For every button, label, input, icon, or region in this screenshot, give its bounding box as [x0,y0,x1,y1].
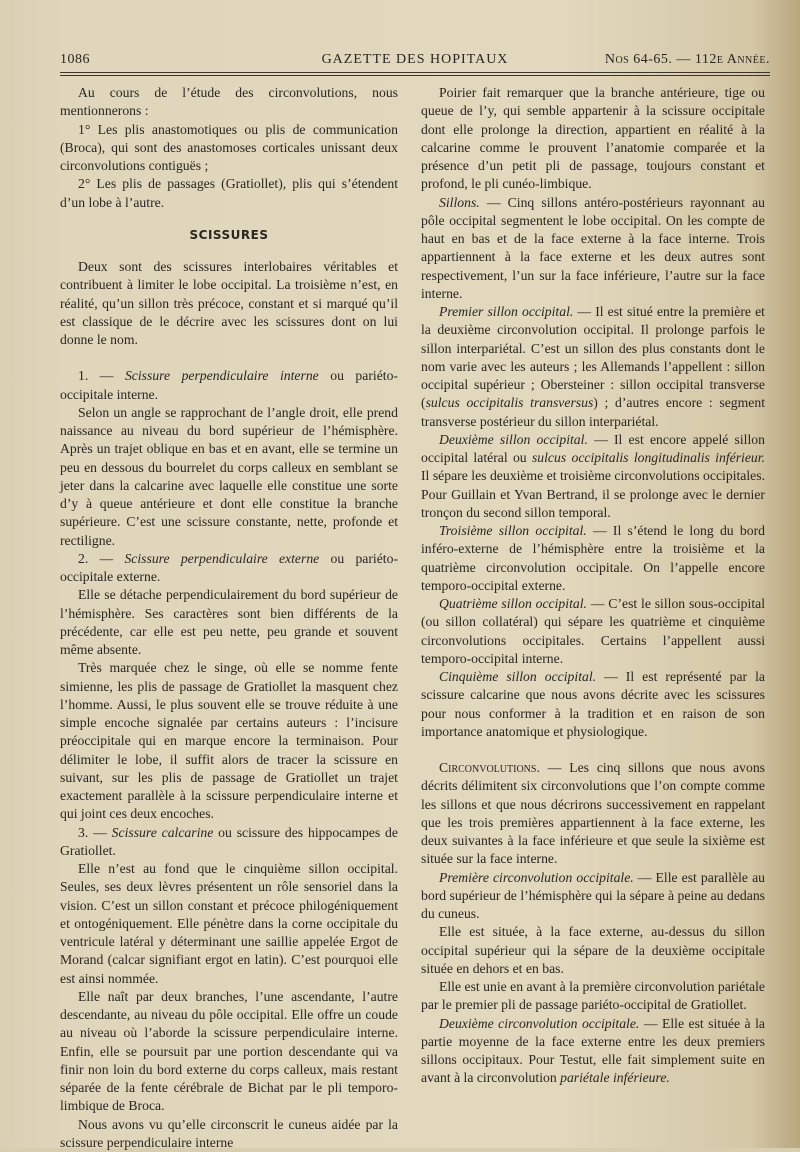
subsection-rest: ou pariéto-occipitale interne. [60,368,398,401]
paragraph-text: Il sépare les deuxième et troisième circonvolutions occipitales. Pour Guillain et Yvan Bertrand, il se prolonge avec le dernier tronçon du second sillon temporal. [421,468,765,520]
paragraph [421,869,765,924]
paragraph: Nous avons vu qu’elle circonscrit le cuneus aidée par la scissure perpendiculaire interne [60,1116,398,1152]
header-rule [60,72,770,73]
paragraph-text: — C’est le sillon sous-occipital (ou sillon collatéral) qui sépare les quatrième et cinquième circonvolutions occipitales. Certains l’appellent aussi temporo-occipital interne. [421,596,765,666]
run-in-title: Quatrième sillon occipital. [439,596,587,611]
paragraph-text: — Il est encore appelé sillon occipital latéral ou [421,432,765,465]
paragraph [421,522,765,595]
paragraph-text: — Elle est située à la partie moyenne de la face externe entre les deux premiers sillons occipitaux. Pour Testut, elle fait simplement suite en avant à la circonvolution [421,1016,765,1086]
paragraph-text: — Elle est parallèle au bord supérieur de l’hémisphère qui la sépare à peine au dedans du cuneus. [421,870,765,922]
number: 2. — [78,551,124,566]
running-header [60,50,770,72]
run-in-title: Troisième sillon occipital. [439,523,587,538]
latin-term: sulcus occipitalis longitudinalis inférieur. [532,450,765,465]
run-in-title: Deuxième circonvolution occipitale. [439,1016,639,1031]
section-heading: SCISSURES [60,226,398,244]
right-column [421,84,765,1088]
header-rule-thin [60,75,770,76]
page-number: 1086 [60,52,90,68]
paragraph: Elle est située, à la face externe, au-dessus du sillon occipital supérieur qui la sépare de la deuxième occipitale située en dehors et en bas. [421,923,765,978]
paragraph: Elle se détache perpendiculairement du bord supérieur de l’hémisphère. Ses caractères sont bien différents de la précédente, car elle est peu nette, peu grande et souvent même absente. [60,586,398,659]
paragraph-text: — Il est représenté par la scissure calcarine que nous avons décrite avec les scissures pour nous conformer à la tradition et en raison de son importance anatomique et physiologique. [421,669,765,739]
paragraph-text: — Cinq sillons antéro-postérieurs rayonnant au pôle occipital segmentent le lobe occipital. On les compte de haut en bas et de la face externe à la face interne. Trois appartiennent à la face externe et les deux autres sont respectivement, l’un sur la face inférieure, l’autre sur la face interne. [421,195,765,301]
run-in-title: Première circonvolution occipitale. [439,870,634,885]
paragraph [421,595,765,668]
subsection-title [60,367,398,404]
paragraph [421,303,765,431]
paragraph-text: ) ; d’autres encore : segment transverse postérieur du sillon interpariétal. [421,395,765,428]
run-in-title: Circonvolutions. [439,760,540,775]
paragraph [421,759,765,869]
paragraph: Elle naît par deux branches, l’une ascendante, l’autre descendante, au niveau du pôle occipital. Elle offre un coude au niveau où l’aborde la scissure perpendiculaire interne. Enfin, elle se poursuit par une portion descendante qui va finir non loin du bord externe du corps calleux, mais restant séparée de la fente cérébrale de Bichat par le pli temporo-limbique de Broca. [60,988,398,1116]
paragraph: Elle n’est au fond que le cinquième sillon occipital. Seules, ses deux lèvres présentent un rôle sensoriel dans la vision. C’est un sillon constant et précoce philogéniquement et ontogéniquement. Elle pénètre dans la corne occipitale du ventricule latéral y déterminant une saillie appelée Ergot de Morand (calcar signifiant ergot en latin). C’est pourquoi elle est ainsi nommée. [60,860,398,988]
subsection-title [60,824,398,861]
subsection-name: Scissure perpendiculaire interne [125,368,319,383]
paragraph: 1° Les plis anastomotiques ou plis de communication (Broca), qui sont des anastomoses corticales unissant deux circonvolutions contiguës ; [60,121,398,176]
number: 3. — [78,825,112,840]
run-in-title: Sillons. [439,195,480,210]
paragraph: Selon un angle se rapprochant de l’angle droit, elle prend naissance au niveau du bord supérieur de l’hémisphère. Après un trajet oblique en bas et en avant, elle se termine un peu en dessous du bourrelet du corps calleux en semblant se jeter dans la calcarine avec laquelle elle constitue une sorte d’y à queue antérieure et dont elle constitue la branche supérieure. C’est une scissure constante, nette, profonde et rectiligne. [60,404,398,550]
subsection-rest: ou scissure des hippocampes de Gratiollet. [60,825,398,858]
paragraph: Deux sont des scissures interlobaires véritables et contribuent à limiter le lobe occipital. La troisième n’est, en réalité, qu’un sillon très précoce, constant et si marqué qu’il est classique de le décrire avec les scissures dont on lui donne le nom. [60,258,398,349]
paragraph: Poirier fait remarquer que la branche antérieure, tige ou queue de l’y, qui semble appartenir à la scissure occipitale dont elle prolonge la direction, appartient en réalité à la calcarine comme le prouvent l’anatomie comparée et la présence d’un petit pli de passage, toujours constant et profond, le pli cunéo-limbique. [421,84,765,194]
paragraph: Au cours de l’étude des circonvolutions, nous mentionnerons : [60,84,398,121]
paragraph-text: — Il est situé entre la première et la deuxième circonvolution occipital. Il prolonge parfois le sillon interpariétal. C’est un sillon des plus constants dont le nom varie avec les auteurs ; les Allemands l’appellent : sillon occipital supérieur ; Obersteiner : sillon occipital transverse ( [421,304,765,410]
paragraph [421,1015,765,1088]
run-in-title: Premier sillon occipital. [439,304,573,319]
paragraph: Très marquée chez le singe, où elle se nomme fente simienne, les plis de passage de Gratiollet la masquent chez l’homme. Aussi, le plus souvent elle se trouve réduite à une simple encoche signalée par certains auteurs : l’incisure préoccipitale qui en marque encore la terminaison. Pour délimiter le lobe, il suffit alors de tracer la scissure en suivant, sur les plis de passage de Gratiollet un trajet exactement parallèle à la scissure perpendiculaire interne et qui joint ces deux encoches. [60,659,398,823]
italic-term: pariétale inférieure. [560,1070,670,1085]
paragraph: Elle est unie en avant à la première circonvolution pariétale par le premier pli de passage pariéto-occipital de Gratiollet. [421,978,765,1015]
subsection-rest: ou pariéto-occipitale externe. [60,551,398,584]
left-column [60,84,398,1152]
paragraph-text: — Il s’étend le long du bord inféro-externe de l’hémisphère entre la troisième et la quatrième circonvolution occipitale. On l’appelle encore temporo-occipital externe. [421,523,765,593]
paragraph [421,431,765,522]
paragraph-text: — Les cinq sillons que nous avons décrits délimitent six circonvolutions que l’on compte comme les sillons et que nous décrirons successivement en rappelant que les trois premières appartiennent à la face externe, les deux suivantes à la face inférieure et que seule la sixième est située sur la face interne. [421,760,765,866]
paragraph [421,668,765,741]
subsection-name: Scissure perpendiculaire externe [124,551,319,566]
journal-title: GAZETTE DES HOPITAUX [60,52,770,68]
subsection-title [60,550,398,587]
paragraph [421,194,765,304]
run-in-title: Deuxième sillon occipital. [439,432,588,447]
subsection-name: Scissure calcarine [112,825,214,840]
number: 1. — [78,368,125,383]
latin-term: sulcus occipitalis transversus [426,395,594,410]
issue-info: Nos 64-65. — 112e Année. [605,52,770,68]
run-in-title: Cinquième sillon occipital. [439,669,596,684]
paragraph: 2° Les plis de passages (Gratiollet), plis qui s’étendent d’un lobe à l’autre. [60,175,398,212]
